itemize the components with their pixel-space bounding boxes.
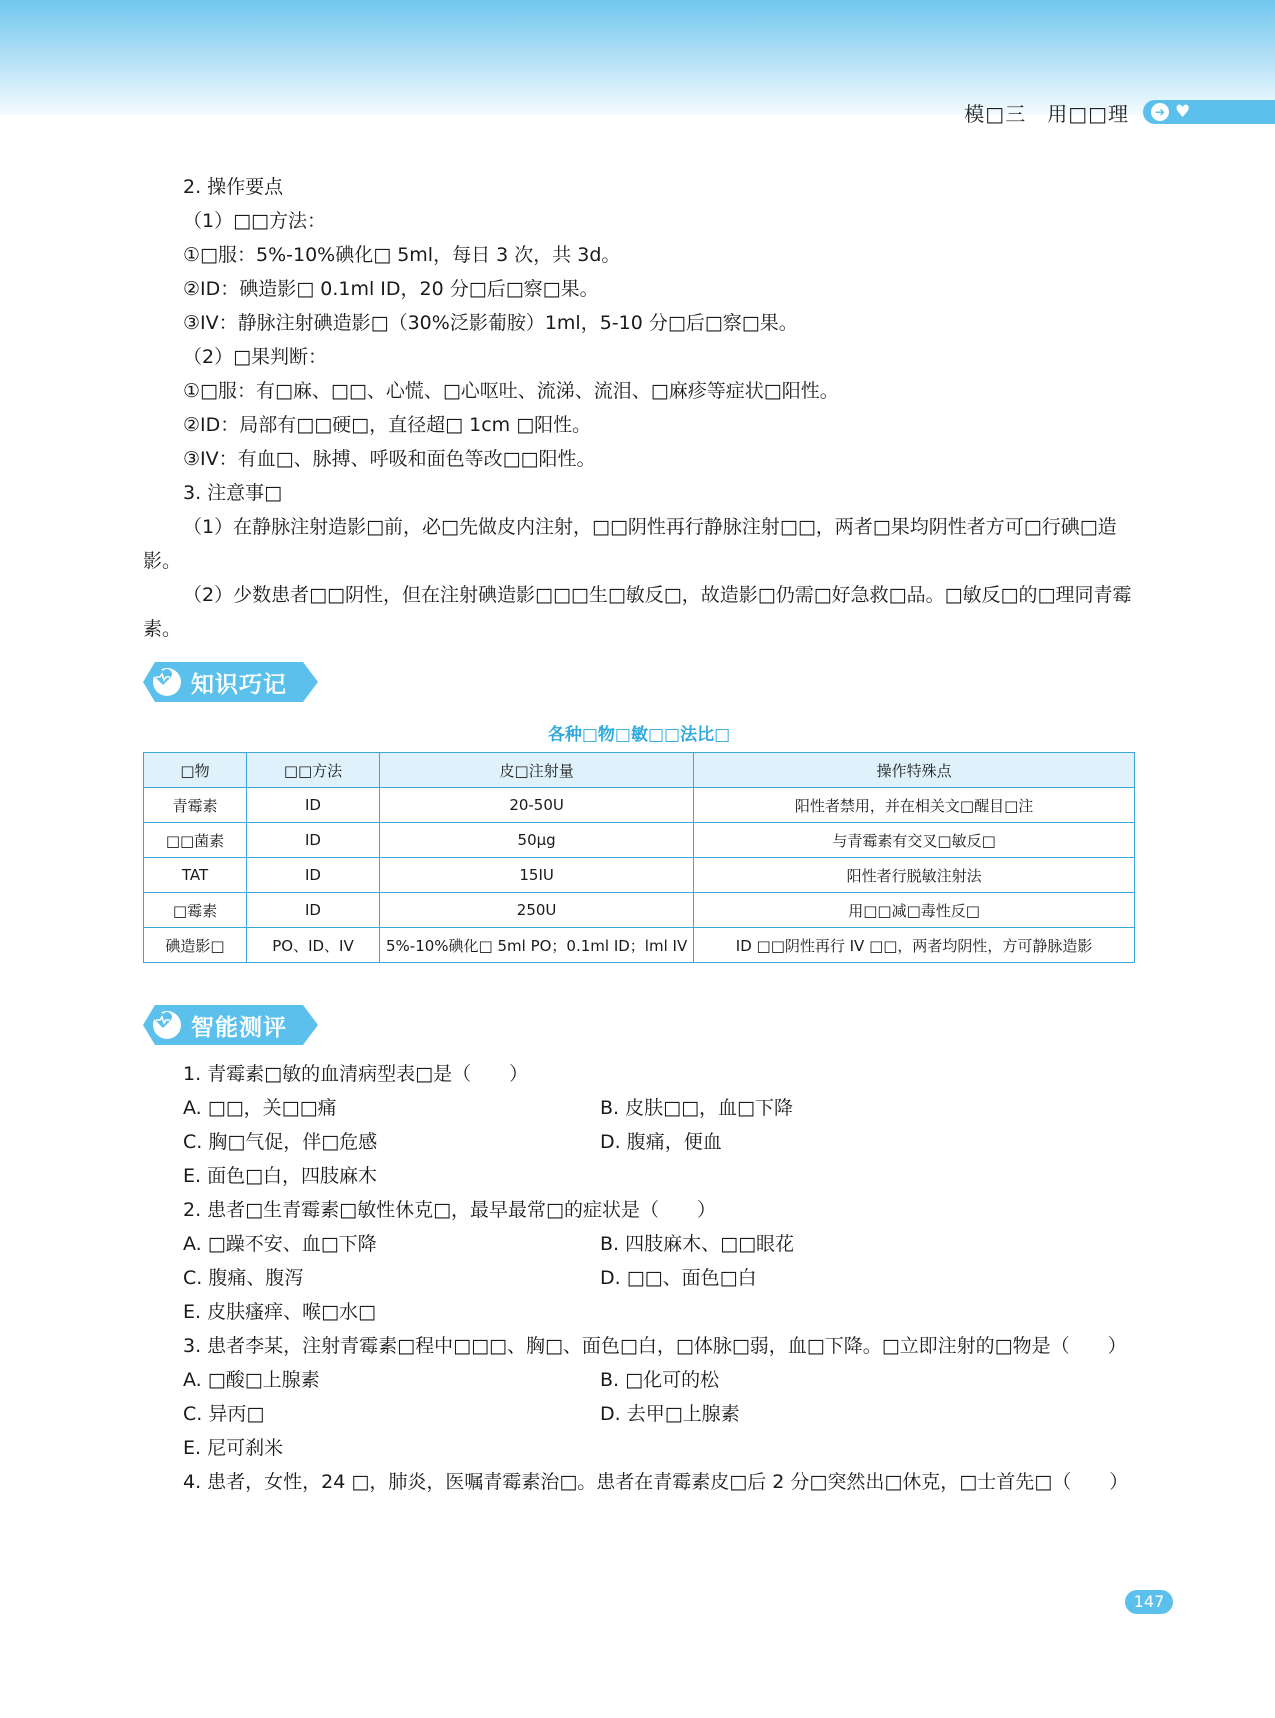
answer-option: C. 腹痛、腹泻 <box>183 1267 304 1289</box>
option-row <box>143 1431 1135 1465</box>
table-cell: 阳性者行脱敏注射法 <box>694 858 1135 893</box>
section-label-knowledge <box>143 662 318 702</box>
heart-pulse-icon <box>153 1011 181 1039</box>
option-row <box>143 1091 1135 1125</box>
section-label-text: 智能测评 <box>191 1014 287 1041</box>
option-row <box>143 1397 1135 1431</box>
option-row <box>143 1159 1135 1193</box>
table-cell: 碘造影□ <box>144 928 247 963</box>
header-tab <box>1143 100 1275 124</box>
answer-option: C. 异丙□ <box>183 1403 265 1425</box>
table-cell: 20-50U <box>380 788 694 823</box>
body-line: 2. 操作要点 <box>183 176 284 198</box>
running-header <box>964 92 1275 132</box>
table-row <box>144 928 1135 963</box>
option-row <box>143 1125 1135 1159</box>
table-cell: 15IU <box>380 858 694 893</box>
table-cell: □□菌素 <box>144 823 247 858</box>
table-row <box>144 823 1135 858</box>
table-cell: ID <box>247 858 380 893</box>
arrow-circle-icon: ➜ <box>1151 103 1169 121</box>
column-header: □物 <box>144 753 247 788</box>
question-stem: 4. 患者，女性，24 □，肺炎，医嘱青霉素治□。患者在青霉素皮□后 2 分□突然出□休克，□士首先□（ ） <box>183 1471 1129 1493</box>
body-line: （2）□果判断： <box>183 346 328 368</box>
answer-option: A. □□，关□□痛 <box>183 1097 337 1119</box>
comparison-table <box>143 752 1135 963</box>
heart-pulse-icon <box>153 668 181 696</box>
body-line: ③IV：静脉注射碘造影□（30%泛影葡胺）1ml，5-10 分□后□察□果。 <box>183 312 798 334</box>
answer-option: E. 面色□白，四肢麻木 <box>183 1165 378 1187</box>
table-cell: ID □□阴性再行 IV □□，两者均阴性，方可静脉造影 <box>694 928 1135 963</box>
column-header: □□方法 <box>247 753 380 788</box>
table-cell: 用□□减□毒性反□ <box>694 893 1135 928</box>
table-cell: TAT <box>144 858 247 893</box>
answer-option: E. 尼可刹米 <box>183 1437 284 1459</box>
answer-option: D. 去甲□上腺素 <box>600 1403 740 1425</box>
body-paragraph: （2）少数患者□□阴性，但在注射碘造影□□□生□敏反□，故造影□仍需□好急救□品。□敏反□的□理同青霉素。 <box>143 584 1132 640</box>
page-number: 147 <box>1125 1590 1173 1614</box>
table-header-row <box>144 753 1135 788</box>
table-cell: PO、ID、IV <box>247 928 380 963</box>
answer-option: D. 腹痛，便血 <box>600 1131 722 1153</box>
table-title: 各种□物□敏□□法比□ <box>547 725 731 745</box>
answer-option: C. 胸□气促，伴□危感 <box>183 1131 378 1153</box>
option-row <box>143 1261 1135 1295</box>
body-paragraph: （1）在静脉注射造影□前，必□先做皮内注射，□□阴性再行静脉注射□□，两者□果均阴性者方可□行碘□造影。 <box>143 516 1117 572</box>
body-line: ②ID：碘造影□ 0.1ml ID，20 分□后□察□果。 <box>183 278 599 300</box>
question-stem: 2. 患者□生青霉素□敏性休克□，最早最常□的症状是（ ） <box>183 1199 716 1221</box>
answer-option: A. □躁不安、血□下降 <box>183 1233 377 1255</box>
answer-option: B. 皮肤□□，血□下降 <box>600 1097 793 1119</box>
body-line: ①□服：5%-10%碘化□ 5ml，每日 3 次，共 3d。 <box>183 244 621 266</box>
answer-option: B. □化可的松 <box>600 1369 720 1391</box>
table-cell: ID <box>247 788 380 823</box>
answer-option: E. 皮肤瘙痒、喉□水□ <box>183 1301 376 1323</box>
table-cell: 青霉素 <box>144 788 247 823</box>
body-line: ③IV：有血□、脉搏、呼吸和面色等改□□阳性。 <box>183 448 596 470</box>
table-cell: □霉素 <box>144 893 247 928</box>
section-label-text: 知识巧记 <box>191 671 287 698</box>
table-row <box>144 893 1135 928</box>
answer-option: D. □□、面色□白 <box>600 1267 757 1289</box>
table-cell: 50μg <box>380 823 694 858</box>
table-cell: 5%-10%碘化□ 5ml PO；0.1ml ID；lml IV <box>380 928 694 963</box>
option-row <box>143 1363 1135 1397</box>
table-row <box>144 788 1135 823</box>
answer-option: A. □酸□上腺素 <box>183 1369 320 1391</box>
answer-option: B. 四肢麻木、□□眼花 <box>600 1233 795 1255</box>
quiz-questions <box>143 1057 1135 1499</box>
body-line: （1）□□方法： <box>183 210 326 232</box>
table-cell: 250U <box>380 893 694 928</box>
body-line: ①□服：有□麻、□□、心慌、□心呕吐、流涕、流泪、□麻疹等症状□阳性。 <box>183 380 839 402</box>
table-cell: 与青霉素有交叉□敏反□ <box>694 823 1135 858</box>
heart-icon: ♥ <box>1175 102 1191 122</box>
option-row <box>143 1295 1135 1329</box>
option-row <box>143 1227 1135 1261</box>
table-cell: ID <box>247 823 380 858</box>
column-header: 操作特殊点 <box>694 753 1135 788</box>
question-stem: 3. 患者李某，注射青霉素□程中□□□、胸□、面色□白，□体脉□弱，血□下降。□立即注射的□物是（ ） <box>183 1335 1127 1357</box>
question-stem: 1. 青霉素□敏的血清病型表□是（ ） <box>183 1063 529 1085</box>
body-line: ②ID：局部有□□硬□，直径超□ 1cm □阳性。 <box>183 414 592 436</box>
table-cell: ID <box>247 893 380 928</box>
table-cell: 阳性者禁用，并在相关文□醒目□注 <box>694 788 1135 823</box>
body-line: 3. 注意事□ <box>183 482 283 504</box>
section-label-quiz <box>143 1005 318 1045</box>
body-text <box>143 170 1135 646</box>
column-header: 皮□注射量 <box>380 753 694 788</box>
table-row <box>144 858 1135 893</box>
header-title: 模□三 用□□理 <box>964 101 1129 126</box>
